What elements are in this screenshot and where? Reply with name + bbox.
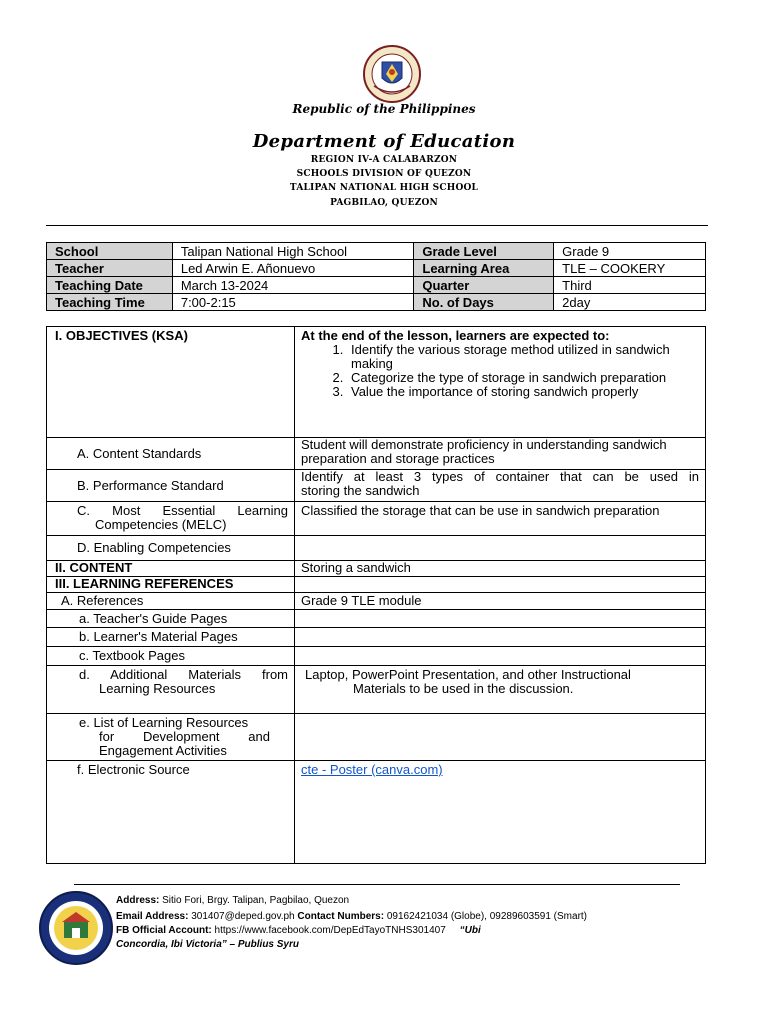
objectives-row: [47, 327, 706, 438]
learners-material-label: b. Learner's Material Pages: [47, 628, 295, 647]
content-standards-row: [47, 438, 706, 470]
quote-line: [116, 938, 299, 952]
lesson-info-table: [46, 242, 706, 311]
textbook-pages-value: [295, 647, 706, 666]
electronic-source-link[interactable]: cte - Poster (canva.com): [301, 762, 443, 777]
republic-heading: Republic of the Philippines: [292, 102, 476, 116]
learning-resources-list-line: for Development and: [99, 729, 270, 744]
content-label: II. CONTENT: [47, 561, 295, 577]
additional-materials-label-line: d. Additional Materials from: [79, 667, 288, 682]
teaching-date-label: Teaching Date: [47, 277, 173, 294]
address-value: Sitio Fori, Brgy. Talipan, Pagbilao, Quezon: [162, 895, 350, 906]
references-row: [47, 593, 706, 610]
info-row: [47, 260, 706, 277]
objectives-intro: At the end of the lesson, learners are expected to:: [301, 328, 610, 343]
enabling-row: [47, 536, 706, 561]
learning-resources-list-row: [47, 714, 706, 761]
lesson-plan-table: [46, 326, 706, 864]
melc-row: [47, 502, 706, 536]
no-of-days-label: No. of Days: [414, 294, 554, 311]
melc-value: Classified the storage that can be use in sandwich preparation: [295, 502, 706, 536]
footer-divider: [74, 884, 680, 885]
additional-materials-line: Laptop, PowerPoint Presentation, and other Instructional: [305, 667, 631, 682]
teaching-time-value: 7:00-2:15: [172, 294, 414, 311]
learning-references-row: [47, 577, 706, 593]
address-label: Address:: [116, 895, 160, 906]
learning-resources-list-line: e. List of Learning Resources: [79, 715, 249, 730]
additional-materials-row: [47, 666, 706, 714]
objectives-list: [301, 343, 699, 399]
contact-value: 09162421034 (Globe), 09289603591 (Smart): [386, 911, 588, 922]
teacher-label: Teacher: [47, 260, 173, 277]
electronic-source-row: [47, 761, 706, 864]
performance-standard-row: [47, 470, 706, 502]
additional-materials-label: [47, 666, 295, 714]
learners-material-row: [47, 628, 706, 647]
school-value: Talipan National High School: [172, 243, 414, 260]
no-of-days-value: 2day: [554, 294, 706, 311]
content-standards-value: Student will demonstrate proficiency in understanding sandwich preparation and storage practices: [295, 438, 706, 470]
department-heading: Department of Education: [252, 131, 516, 152]
quarter-value: Third: [554, 277, 706, 294]
fb-line: [116, 924, 481, 938]
performance-standard-label: B. Performance Standard: [47, 470, 295, 502]
melc-label-line: C. Most Essential Learning: [77, 503, 288, 518]
objective-item: 3. Value the importance of storing sandwich properly: [347, 385, 699, 399]
performance-standard-line: storing the sandwich: [301, 483, 420, 498]
info-row: [47, 277, 706, 294]
learning-resources-list-line: Engagement Activities: [99, 743, 227, 758]
learning-references-value: [295, 577, 706, 593]
references-value: Grade 9 TLE module: [295, 593, 706, 610]
contact-label: Contact Numbers:: [297, 911, 385, 922]
info-row: [47, 294, 706, 311]
quarter-label: Quarter: [414, 277, 554, 294]
division-line: SCHOOLS DIVISION OF QUEZON: [296, 169, 472, 179]
additional-materials-label-line: Learning Resources: [99, 681, 216, 696]
content-standards-label: A. Content Standards: [47, 438, 295, 470]
references-label: A. References: [47, 593, 295, 610]
learning-resources-list-value: [295, 714, 706, 761]
enabling-value: [295, 536, 706, 561]
performance-standard-line: Identify at least 3 types of container that can be used in: [301, 469, 699, 484]
melc-label-line: Competencies (MELC): [95, 517, 227, 532]
content-value: Storing a sandwich: [295, 561, 706, 577]
melc-label: [47, 502, 295, 536]
email-label: Email Address:: [116, 911, 189, 922]
teaching-time-label: Teaching Time: [47, 294, 173, 311]
location-line: PAGBILAO, QUEZON: [330, 198, 438, 208]
quote-text: Concordia, Ibi Victoria” – Publius Syru: [116, 939, 299, 950]
address-line: [116, 894, 349, 908]
textbook-pages-row: [47, 647, 706, 666]
enabling-label: D. Enabling Competencies: [47, 536, 295, 561]
header-divider: [46, 225, 708, 226]
school-line: TALIPAN NATIONAL HIGH SCHOOL: [289, 183, 479, 193]
info-row: [47, 243, 706, 260]
objective-item: 1. Identify the various storage method utilized in sandwich making: [347, 343, 699, 371]
teachers-guide-label: a. Teacher's Guide Pages: [47, 610, 295, 628]
school-label: School: [47, 243, 173, 260]
email-contact-line: [116, 910, 587, 924]
email-value[interactable]: 301407@deped.gov.ph: [191, 911, 295, 922]
teachers-guide-value: [295, 610, 706, 628]
learning-area-value: TLE – COOKERY: [554, 260, 706, 277]
textbook-pages-label: c. Textbook Pages: [47, 647, 295, 666]
additional-materials-line: Materials to be used in the discussion.: [353, 681, 574, 696]
school-seal-logo: [38, 890, 114, 966]
electronic-source-label: f. Electronic Source: [47, 761, 295, 864]
performance-standard-value: [295, 470, 706, 502]
learning-resources-list-label: [47, 714, 295, 761]
learning-area-label: Learning Area: [414, 260, 554, 277]
teacher-value: Led Arwin E. Añonuevo: [172, 260, 414, 277]
deped-seal-logo: [352, 44, 432, 104]
fb-value[interactable]: https://www.facebook.com/DepEdTayoTNHS301407: [214, 925, 446, 936]
grade-level-label: Grade Level: [414, 243, 554, 260]
learners-material-value: [295, 628, 706, 647]
additional-materials-value: [295, 666, 706, 714]
quote-start: “Ubi: [459, 925, 481, 936]
content-row: [47, 561, 706, 577]
grade-level-value: Grade 9: [554, 243, 706, 260]
learning-references-label: III. LEARNING REFERENCES: [47, 577, 295, 593]
region-line: REGION IV-A CALABARZON: [310, 155, 458, 165]
teaching-date-value: March 13-2024: [172, 277, 414, 294]
fb-label: FB Official Account:: [116, 925, 212, 936]
objectives-label: I. OBJECTIVES (KSA): [47, 327, 295, 438]
objective-item: 2. Categorize the type of storage in sandwich preparation: [347, 371, 699, 385]
teachers-guide-row: [47, 610, 706, 628]
